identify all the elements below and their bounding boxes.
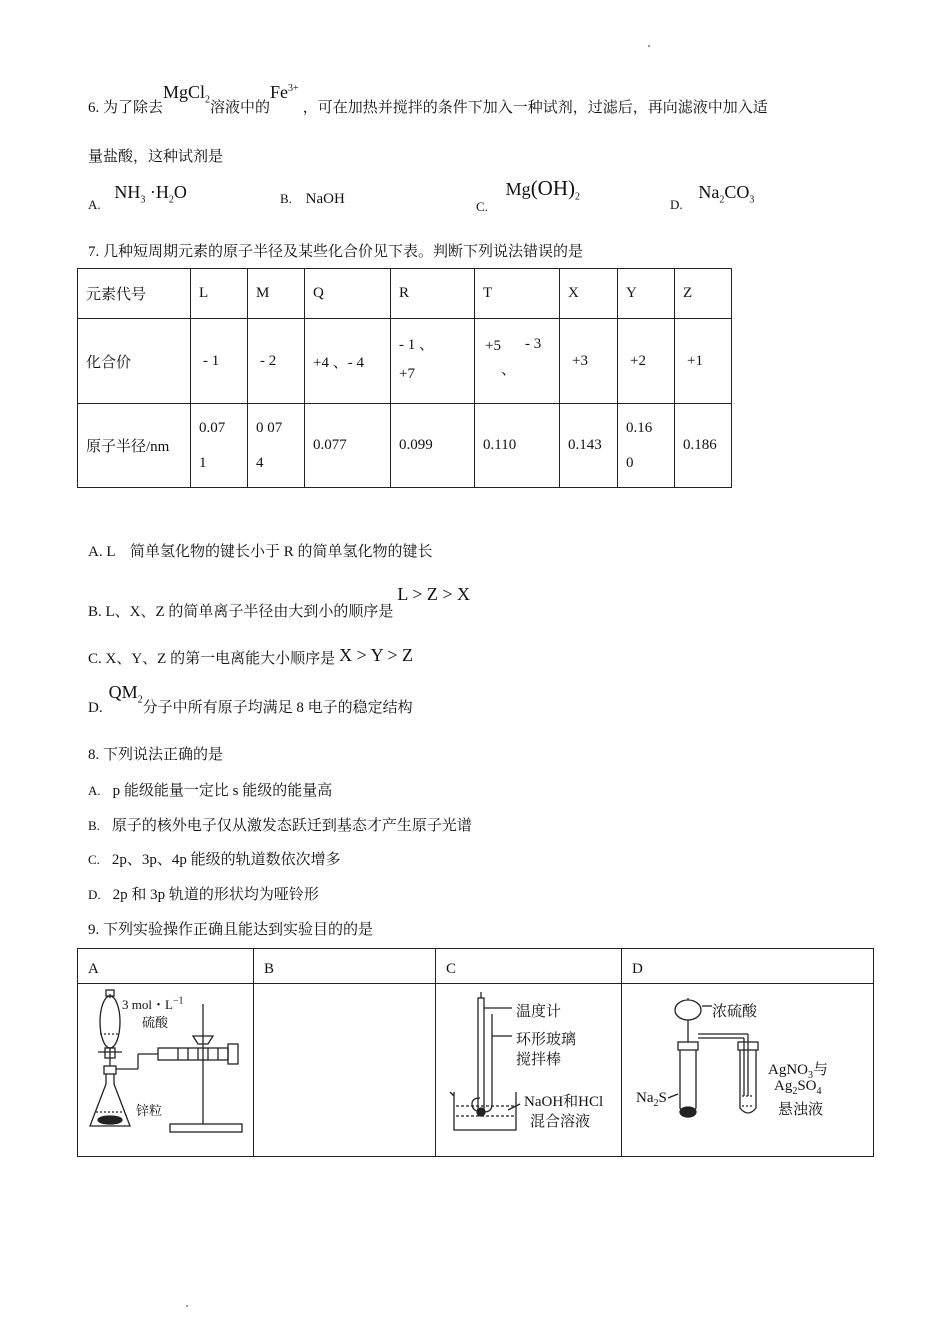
label-agno3: AgNO$_3$与 bbox=[768, 1062, 829, 1081]
radius-cell: 0.07 1 bbox=[191, 404, 248, 488]
table-row-figures bbox=[78, 984, 874, 1157]
header-cell: R bbox=[391, 269, 475, 319]
header-cell: Y bbox=[618, 269, 675, 319]
q8-stem: 8. 下列说法正确的是 bbox=[88, 747, 224, 763]
valence-cell: +1 bbox=[675, 319, 732, 404]
header-cell: L bbox=[191, 269, 248, 319]
q6-prefix: 6. 为了除去 bbox=[88, 100, 164, 116]
row-label: 化合价 bbox=[78, 319, 191, 404]
header-cell: 元素代号 bbox=[78, 269, 191, 319]
header-cell-b: B bbox=[254, 949, 436, 984]
figure-cell-a bbox=[78, 984, 254, 1157]
q9-stem: 9. 下列实验操作正确且能达到实验目的的是 bbox=[88, 922, 374, 938]
q8-option-a: A. p 能级能量一定比 s 能级的能量高 bbox=[88, 783, 333, 799]
valence-cell: - 1 bbox=[191, 319, 248, 404]
valence-cell-t: +5 - 3 、 bbox=[475, 319, 560, 404]
figure-cell-c bbox=[436, 984, 622, 1157]
q6-mid: 溶液中的 bbox=[210, 100, 271, 116]
q6-fe3: $Fe^{3+}$ bbox=[270, 82, 299, 102]
q9-table bbox=[77, 948, 874, 1157]
table-row-header bbox=[78, 949, 874, 984]
valence-cell: +3 bbox=[560, 319, 618, 404]
table-row-header bbox=[78, 269, 732, 319]
q8-option-d: D. 2p 和 3p 轨道的形状均为哑铃形 bbox=[88, 887, 319, 903]
q7-option-d: $D.QM_2$分子中所有原子均满足 8 电子的稳定结构 bbox=[88, 682, 413, 716]
label-ag2so4: $Ag_2SO_4$ bbox=[774, 1078, 822, 1097]
label-stirrer-2: 搅拌棒 bbox=[516, 1052, 562, 1068]
radius-cell: 0.077 bbox=[305, 404, 391, 488]
radius-cell: 0.110 bbox=[475, 404, 560, 488]
valence-cell: - 2 bbox=[248, 319, 305, 404]
radius-cell: 0 07 4 bbox=[248, 404, 305, 488]
header-cell-c: C bbox=[436, 949, 622, 984]
radius-cell: 0.186 bbox=[675, 404, 732, 488]
header-cell: Z bbox=[675, 269, 732, 319]
valence-cell-r: - 1 、 +7 bbox=[391, 319, 475, 404]
figure-cell-d bbox=[622, 984, 874, 1157]
label-suspension: 悬浊液 bbox=[778, 1102, 824, 1118]
radius-cell: 0.16 0 bbox=[618, 404, 675, 488]
q7-table bbox=[77, 268, 732, 488]
q8-option-c: C. 2p、3p、4p 能级的轨道数依次增多 bbox=[88, 852, 341, 868]
q6-line1 bbox=[88, 82, 768, 122]
table-row-valence bbox=[78, 319, 732, 404]
label-acid-concentration: 3 mol・$L^{-1}$ bbox=[122, 995, 184, 1012]
header-cell: Q bbox=[305, 269, 391, 319]
header-cell-d: D bbox=[622, 949, 874, 984]
q7-option-a: A. L 简单氢化物的键长小于 R 的简单氢化物的键长 bbox=[88, 544, 433, 560]
q6-option-d: D. $Na_2CO_3$ bbox=[670, 182, 755, 212]
table-row-radius bbox=[78, 404, 732, 488]
q6-option-b: B. NaOH bbox=[280, 191, 345, 207]
figure-cell-b bbox=[254, 984, 436, 1157]
label-conc-sulfuric-acid: 浓硫酸 bbox=[712, 1004, 758, 1020]
label-sulfuric-acid: 硫酸 bbox=[142, 1015, 169, 1030]
speck-bottom bbox=[186, 1305, 188, 1307]
q6-option-c: C. $Mg(OH)_2$ bbox=[476, 176, 581, 214]
q6-tail: ，可在加热并搅拌的条件下加入一种试剂，过滤后，再向滤液中加入适 bbox=[302, 100, 768, 116]
header-cell: M bbox=[248, 269, 305, 319]
q7-stem: 7. 几种短周期元素的原子半径及某些化合价见下表。判断下列说法错误的是 bbox=[88, 244, 584, 260]
q6-option-a: A. $NH_3 \cdot H_2O$ bbox=[88, 182, 187, 212]
radius-cell: 0.099 bbox=[391, 404, 475, 488]
q8-option-b: B. 原子的核外电子仅从激发态跃迁到基态才产生原子光谱 bbox=[88, 818, 472, 834]
q7-option-c: C. X、Y、Z 的第一电离能大小顺序是 X > Y > Z bbox=[88, 645, 414, 667]
label-zinc-granules: 锌粒 bbox=[136, 1103, 163, 1118]
q6-line2: 量盐酸，这种试剂是 bbox=[88, 149, 224, 165]
q6-mgcl2: MgCl$_2$ bbox=[163, 82, 211, 106]
label-solution-1: NaOH和HCl bbox=[524, 1094, 604, 1110]
valence-cell: +2 bbox=[618, 319, 675, 404]
label-thermometer: 温度计 bbox=[516, 1004, 562, 1020]
speck-top bbox=[648, 45, 650, 47]
label-na2s: $Na_2S$ bbox=[636, 1090, 667, 1109]
valence-cell: +4 、- 4 bbox=[305, 319, 391, 404]
label-solution-2: 混合溶液 bbox=[530, 1114, 591, 1130]
radius-cell: 0.143 bbox=[560, 404, 618, 488]
row-label: 原子半径/nm bbox=[78, 404, 191, 488]
q7-option-b: B. L、X、Z 的简单离子半径由大到小的顺序是L > Z > X bbox=[88, 584, 471, 620]
header-cell-a: A bbox=[78, 949, 254, 984]
label-stirrer-1: 环形玻璃 bbox=[516, 1032, 577, 1048]
header-cell: X bbox=[560, 269, 618, 319]
header-cell: T bbox=[475, 269, 560, 319]
